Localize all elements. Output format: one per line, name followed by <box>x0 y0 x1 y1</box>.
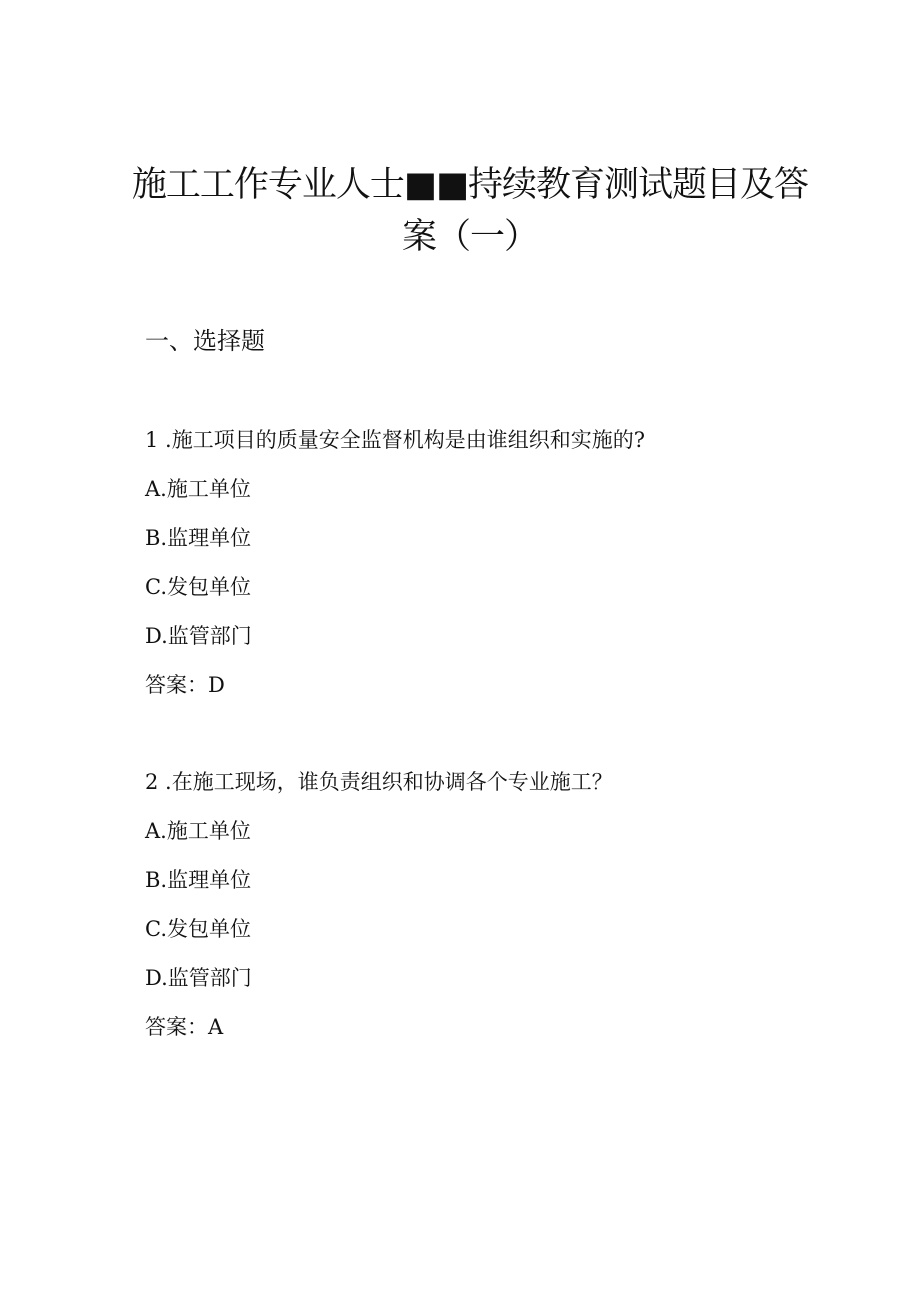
question-block-2 <box>145 765 825 1059</box>
option-c: C.发包单位 <box>145 917 251 941</box>
document-title-line-1: 施工工作专业人士■■持续教育测试题目及答 <box>131 165 809 205</box>
answer-text: 答案：A <box>145 1015 224 1039</box>
section-heading: 一、选择题 <box>145 327 265 355</box>
question-text: 1 .施工项目的质量安全监督机构是由谁组织和实施的? <box>145 428 645 452</box>
answer-text: 答案：D <box>145 673 225 697</box>
option-c: C.发包单位 <box>145 575 251 599</box>
option-d: D.监管部门 <box>145 966 252 990</box>
option-a: A.施工单位 <box>145 819 251 843</box>
option-a: A.施工单位 <box>145 477 251 501</box>
option-d: D.监管部门 <box>145 624 252 648</box>
question-text: 2 .在施工现场，谁负责组织和协调各个专业施工？ <box>145 770 613 794</box>
option-b: B.监理单位 <box>145 868 252 892</box>
document-title-line-2: 案（一） <box>401 217 538 257</box>
question-block-1 <box>145 423 825 717</box>
option-b: B.监理单位 <box>145 526 252 550</box>
